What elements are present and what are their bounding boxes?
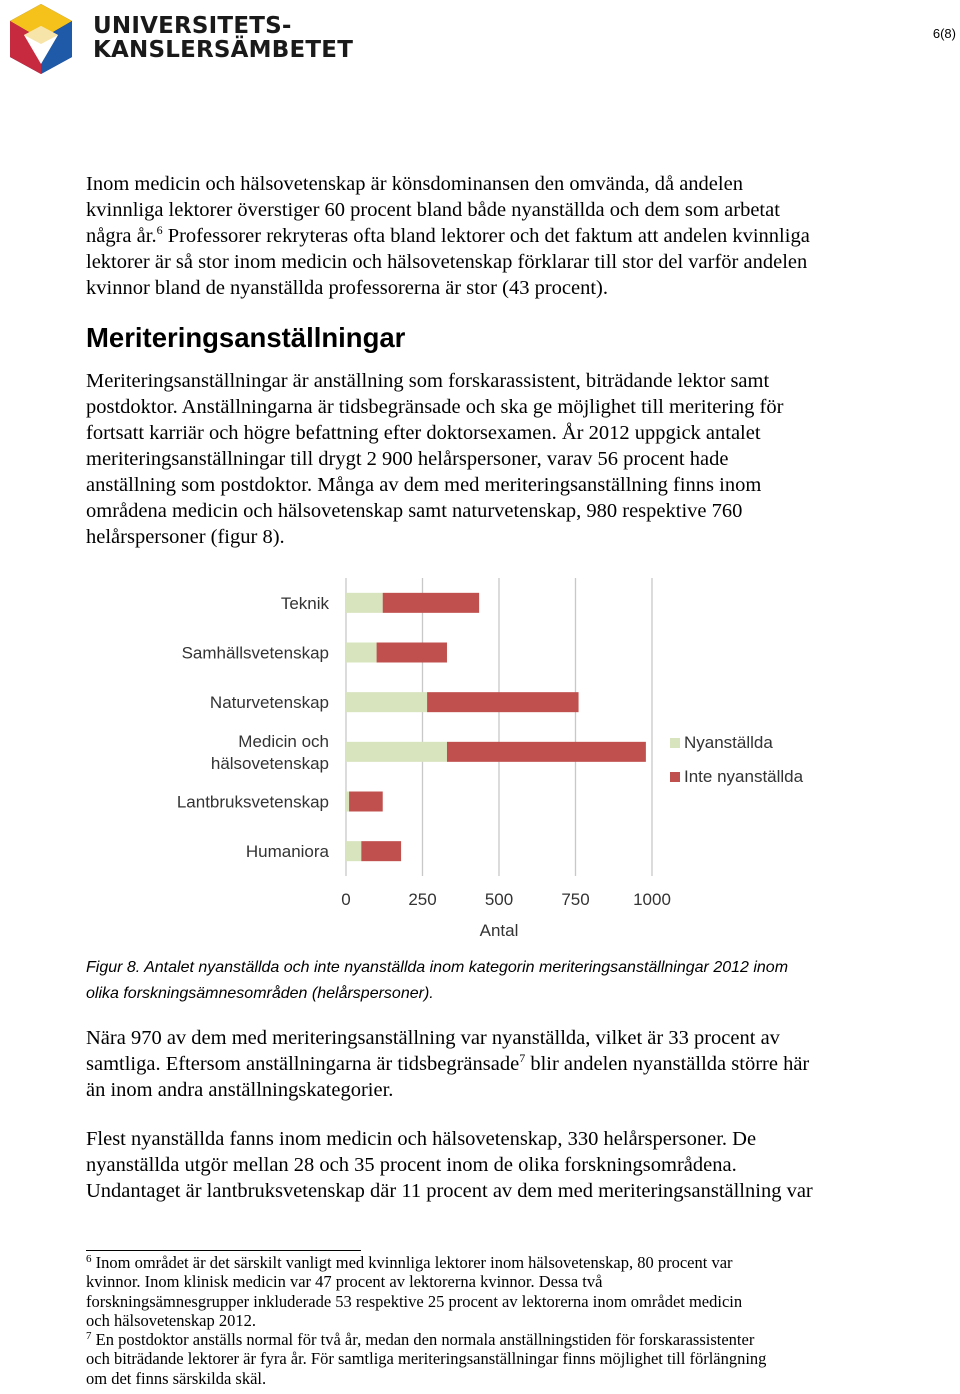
footnote-line: och hälsovetenskap 2012. xyxy=(86,1310,257,1330)
logo-line-1: UNIVERSITETS- xyxy=(93,13,292,39)
bar-inte-nyanstallda xyxy=(427,692,578,712)
caption-line: olika forskningsämnesområden (helårspersoner). xyxy=(86,985,434,1002)
text-segment: blir andelen nyanställda större här xyxy=(525,1053,810,1075)
footnote-line xyxy=(86,1330,916,1349)
text-line: postdoktor. Anställningarna är tidsbegränsade och ska ge möjlighet till meritering för xyxy=(86,396,784,418)
category-labels xyxy=(177,594,330,861)
chart-bars xyxy=(346,593,646,861)
figure-caption xyxy=(86,955,886,1007)
text-line xyxy=(86,1051,886,1077)
text-line: nyanställda utgör mellan 28 och 35 procent inom de olika forskningsområdena. xyxy=(86,1154,737,1176)
category-label-line: Samhällsvetenskap xyxy=(181,643,329,663)
footnote-mark: 6 xyxy=(86,1253,92,1265)
bar-nyanstallda xyxy=(346,841,361,861)
bar-nyanstallda xyxy=(346,742,447,762)
category-label-line: Naturvetenskap xyxy=(209,693,329,713)
category-label-line: hälsovetenskap xyxy=(210,753,329,773)
text-line: områdena medicin och hälsovetenskap samt naturvetenskap, 980 respektive 760 xyxy=(86,500,743,522)
logo-line-2: KANSLERSÄMBETET xyxy=(93,37,354,63)
bar-inte-nyanstallda xyxy=(361,841,401,861)
category-label xyxy=(210,693,329,712)
text-segment: samtliga. Eftersom anställningarna är tidsbegränsade xyxy=(86,1053,520,1075)
category-label xyxy=(211,732,329,773)
bar-nyanstallda xyxy=(346,792,349,812)
legend-label: Nyanställda xyxy=(684,733,773,752)
text-line: kvinnor bland de nyanställda professorerna är stor (43 procent). xyxy=(86,277,609,299)
paragraph-flest xyxy=(86,1126,886,1204)
text-line: kvinnliga lektorer överstiger 60 procent bland både nyanställda och dem som arbetat xyxy=(86,199,780,221)
bar-nyanstallda xyxy=(346,643,377,663)
category-label xyxy=(177,793,329,812)
x-tick-label: 0 xyxy=(341,890,351,909)
category-label-line: Lantbruksvetenskap xyxy=(176,792,329,812)
page-number: 6(8) xyxy=(932,26,956,41)
footnote-line xyxy=(86,1253,916,1272)
text-line: anställning som postdoktor. Många av dem med meriteringsanställning finns inom xyxy=(86,474,762,496)
text-line: Flest nyanställda fanns inom medicin och hälsovetenskap, 330 helårspersoner. De xyxy=(86,1128,757,1150)
paragraph-intro xyxy=(86,171,886,301)
text-segment: några år. xyxy=(86,225,157,247)
category-label xyxy=(246,842,330,861)
chart-grid xyxy=(346,578,652,876)
legend-swatch xyxy=(670,738,680,748)
footnote-mark: 7 xyxy=(86,1330,92,1342)
bar-nyanstallda xyxy=(346,692,427,712)
chart-legend xyxy=(670,733,804,786)
text-line: Nära 970 av dem med meriteringsanställning var nyanställda, vilket är 33 procent av xyxy=(86,1027,780,1049)
footnote-line: kvinnor. Inom klinisk medicin var 47 procent av lektorerna kvinnor. Dessa två xyxy=(86,1272,603,1292)
section-heading: Meriteringsanställningar xyxy=(86,322,406,353)
paragraph-nyanstallda xyxy=(86,1025,886,1103)
footnote-line: om det finns särskilda skäl. xyxy=(86,1368,267,1388)
bar-inte-nyanstallda xyxy=(447,742,646,762)
logo-text xyxy=(93,14,353,62)
text-line: lektorer är så stor inom medicin och hälsovetenskap förklarar till stor del varför andelen xyxy=(86,251,808,273)
bar-nyanstallda xyxy=(346,593,383,613)
text-line: Undantaget är lantbruksvetenskap där 11 procent av dem med meriteringsanställning var xyxy=(86,1180,813,1202)
x-axis-label: Antal xyxy=(479,921,519,940)
footnote-6 xyxy=(86,1253,916,1330)
category-label-line: Humaniora xyxy=(245,842,329,862)
footnote-ref-7: 7 xyxy=(519,1051,526,1065)
footnote-line: forskningsämnesgrupper inkluderade 53 respektive 25 procent av lektorerna inom området medicin xyxy=(86,1291,743,1311)
text-line: helårspersoner (figur 8). xyxy=(86,526,285,548)
footnote-ref-6: 6 xyxy=(156,223,163,237)
category-label-line: Medicin och xyxy=(238,731,329,751)
x-tick-label: 750 xyxy=(561,890,590,909)
x-tick-label: 1000 xyxy=(633,890,671,909)
legend-label: Inte nyanställda xyxy=(684,767,804,786)
footnote-7 xyxy=(86,1330,916,1388)
text-line: meriteringsanställningar till drygt 2 900 helårspersoner, varav 56 procent hade xyxy=(86,448,729,470)
x-tick-labels xyxy=(341,890,671,909)
footnote-line: och biträdande lektorer är fyra år. För samtliga meriteringsanställningar finns möjlighet till förlängning xyxy=(86,1349,767,1369)
bar-inte-nyanstallda xyxy=(377,643,447,663)
text-line: Inom medicin och hälsovetenskap är könsdominansen den omvända, då andelen xyxy=(86,173,743,195)
paragraph-meritering xyxy=(86,368,886,550)
category-label-line: Teknik xyxy=(280,593,329,613)
legend-swatch xyxy=(670,772,680,782)
text-line xyxy=(86,223,886,249)
bar-inte-nyanstallda xyxy=(383,593,479,613)
x-tick-label: 500 xyxy=(484,890,514,909)
bar-chart xyxy=(160,570,850,950)
logo-hexagon-icon xyxy=(6,2,76,76)
caption-line: Figur 8. Antalet nyanställda och inte nyanställda inom kategorin meriteringsanställningar 2012 inom xyxy=(86,959,789,976)
text-segment: Inom området är det särskilt vanligt med kvinnliga lektorer inom hälsovetenskap, 80 procent var xyxy=(91,1253,733,1272)
text-segment: Professorer rekryteras ofta bland lektorer och det faktum att andelen kvinnliga xyxy=(162,225,810,247)
text-line: Meriteringsanställningar är anställning som forskarassistent, biträdande lektor samt xyxy=(86,370,770,392)
logo xyxy=(6,2,354,76)
footnote-separator xyxy=(86,1250,361,1251)
category-label xyxy=(281,594,330,613)
bar-inte-nyanstallda xyxy=(349,792,383,812)
text-line: fortsatt karriär och högre befattning efter doktorsexamen. År 2012 uppgick antalet xyxy=(86,422,761,444)
category-label xyxy=(182,644,329,663)
text-segment: En postdoktor anställs normal för två år, medan den normala anställningstiden för forskarassistenter xyxy=(91,1330,755,1349)
x-tick-label: 250 xyxy=(408,890,437,909)
text-line: än inom andra anställningskategorier. xyxy=(86,1079,394,1101)
